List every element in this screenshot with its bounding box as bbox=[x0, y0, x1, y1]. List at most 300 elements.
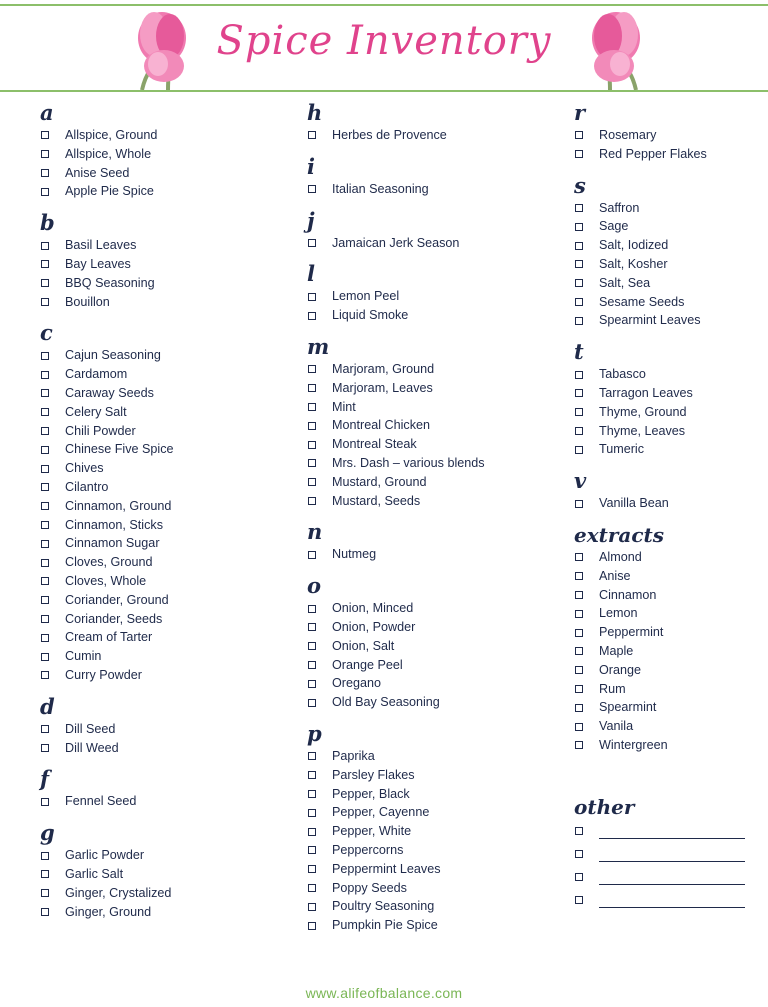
checkbox[interactable] bbox=[575, 446, 583, 454]
item-label: Allspice, Ground bbox=[65, 128, 158, 142]
item-label: Parsley Flakes bbox=[332, 767, 415, 782]
list-item bbox=[572, 494, 768, 513]
section-heading: extracts bbox=[574, 522, 665, 547]
checkbox[interactable] bbox=[575, 896, 583, 904]
list-item bbox=[38, 236, 288, 255]
list-item bbox=[38, 516, 288, 535]
list-item bbox=[38, 459, 288, 478]
checkbox[interactable] bbox=[41, 169, 49, 177]
list-item bbox=[305, 126, 555, 145]
checkbox[interactable] bbox=[575, 850, 583, 858]
checkbox[interactable] bbox=[308, 459, 316, 467]
checkbox[interactable] bbox=[308, 365, 316, 373]
list-item bbox=[38, 293, 288, 312]
section-gap bbox=[38, 201, 288, 210]
checkbox[interactable] bbox=[308, 771, 316, 779]
checkbox[interactable] bbox=[41, 653, 49, 661]
section-heading: l bbox=[307, 261, 315, 287]
list-item bbox=[38, 422, 288, 441]
checkbox[interactable] bbox=[308, 131, 316, 139]
checkbox[interactable] bbox=[575, 647, 583, 655]
item-label: Almond bbox=[599, 549, 642, 564]
list-item bbox=[38, 182, 288, 201]
list-item bbox=[305, 766, 555, 785]
item-label: Cinnamon bbox=[599, 587, 657, 602]
list-item bbox=[572, 384, 768, 403]
item-label: Montreal Chicken bbox=[332, 418, 430, 433]
list-item bbox=[38, 865, 288, 884]
section-gap bbox=[572, 513, 768, 522]
list-item bbox=[305, 879, 555, 898]
item-label: Herbes de Provence bbox=[332, 128, 447, 142]
item-label: Celery Salt bbox=[65, 404, 127, 419]
checkbox[interactable] bbox=[308, 903, 316, 911]
item-label: Dill Seed bbox=[65, 721, 116, 736]
checkbox[interactable] bbox=[575, 389, 583, 397]
checkbox[interactable] bbox=[575, 553, 583, 561]
checkbox[interactable] bbox=[41, 352, 49, 360]
list-item bbox=[305, 398, 555, 417]
checkbox[interactable] bbox=[41, 427, 49, 435]
item-label: Vanila bbox=[599, 719, 634, 734]
section-gap bbox=[305, 510, 555, 519]
item-label: Ginger, Ground bbox=[65, 904, 152, 919]
section-heading: h bbox=[307, 100, 323, 125]
item-label: Bouillon bbox=[65, 294, 110, 309]
section-m bbox=[305, 334, 555, 519]
list-item bbox=[305, 785, 555, 804]
item-label: Cardamom bbox=[65, 367, 128, 382]
item-label: Cloves, Whole bbox=[65, 573, 147, 588]
blank-entry bbox=[572, 843, 768, 866]
section-heading: o bbox=[307, 573, 322, 599]
item-label: Orange bbox=[599, 662, 642, 677]
checkbox[interactable] bbox=[308, 680, 316, 688]
checkbox[interactable] bbox=[41, 188, 49, 196]
list-item bbox=[305, 473, 555, 492]
checkbox[interactable] bbox=[308, 828, 316, 836]
list-item bbox=[38, 666, 288, 685]
section-p bbox=[305, 721, 555, 944]
item-label: Pepper, Cayenne bbox=[332, 805, 430, 820]
section-heading: m bbox=[307, 333, 330, 359]
checkbox[interactable] bbox=[575, 704, 583, 712]
list-item bbox=[38, 610, 288, 629]
checkbox[interactable] bbox=[308, 239, 316, 247]
list-item bbox=[38, 346, 288, 365]
list-item bbox=[305, 822, 555, 841]
checkbox[interactable] bbox=[308, 846, 316, 854]
checkbox[interactable] bbox=[308, 865, 316, 873]
list-item bbox=[305, 841, 555, 860]
list-item bbox=[305, 234, 555, 253]
item-label: Chili Powder bbox=[65, 423, 136, 438]
item-label: Old Bay Seasoning bbox=[332, 695, 440, 710]
blank-line[interactable] bbox=[599, 826, 745, 839]
checkbox[interactable] bbox=[575, 591, 583, 599]
list-item bbox=[572, 661, 768, 680]
item-label: Onion, Powder bbox=[332, 619, 416, 634]
section-gap bbox=[38, 311, 288, 320]
footer-url[interactable]: www.alifeofbalance.com bbox=[305, 985, 463, 1001]
checkbox[interactable] bbox=[308, 623, 316, 631]
list-item bbox=[572, 623, 768, 642]
item-label: Anise Seed bbox=[65, 165, 130, 180]
item-label: Chinese Five Spice bbox=[65, 442, 174, 457]
checkbox[interactable] bbox=[308, 422, 316, 430]
checkbox[interactable] bbox=[575, 317, 583, 325]
item-label: Rum bbox=[599, 681, 626, 696]
section-heading: g bbox=[40, 820, 55, 846]
section-heading: d bbox=[40, 693, 55, 719]
checkbox[interactable] bbox=[308, 497, 316, 505]
section-heading: r bbox=[574, 100, 586, 125]
checkbox[interactable] bbox=[308, 312, 316, 320]
checkbox[interactable] bbox=[41, 465, 49, 473]
list-item bbox=[38, 145, 288, 164]
tulip-image-right bbox=[580, 8, 650, 90]
item-label: Peppermint bbox=[599, 625, 664, 640]
section-j bbox=[305, 208, 555, 262]
checkbox[interactable] bbox=[575, 873, 583, 881]
section-gap bbox=[572, 330, 768, 339]
list-item bbox=[38, 720, 288, 739]
item-label: Marjoram, Leaves bbox=[332, 380, 433, 395]
section-s bbox=[572, 173, 768, 340]
list-item bbox=[305, 599, 555, 618]
checkbox[interactable] bbox=[308, 922, 316, 930]
item-label: Wintergreen bbox=[599, 737, 668, 752]
section-t bbox=[572, 339, 768, 468]
checkbox[interactable] bbox=[41, 870, 49, 878]
checkbox[interactable] bbox=[41, 260, 49, 268]
list-item bbox=[38, 591, 288, 610]
list-item bbox=[572, 642, 768, 661]
list-item bbox=[572, 236, 768, 255]
section-extracts bbox=[572, 522, 768, 764]
item-label: Orange Peel bbox=[332, 657, 403, 672]
checkbox[interactable] bbox=[575, 131, 583, 139]
checkbox[interactable] bbox=[308, 384, 316, 392]
item-label: Dill Weed bbox=[65, 740, 119, 755]
other-heading: other bbox=[574, 794, 635, 819]
list-item bbox=[38, 497, 288, 516]
item-label: Salt, Sea bbox=[599, 275, 651, 290]
blank-line[interactable] bbox=[599, 872, 745, 885]
item-label: Cilantro bbox=[65, 479, 109, 494]
checkbox[interactable] bbox=[575, 610, 583, 618]
list-item bbox=[572, 604, 768, 623]
item-label: Salt, Kosher bbox=[599, 256, 668, 271]
section-gap bbox=[305, 252, 555, 261]
item-label: Coriander, Seeds bbox=[65, 611, 163, 626]
list-item bbox=[572, 680, 768, 699]
checkbox[interactable] bbox=[575, 741, 583, 749]
item-label: Cumin bbox=[65, 649, 102, 664]
list-item bbox=[38, 384, 288, 403]
blank-line[interactable] bbox=[599, 849, 745, 862]
checkbox[interactable] bbox=[41, 725, 49, 733]
item-label: Pepper, White bbox=[332, 824, 412, 839]
checkbox[interactable] bbox=[41, 671, 49, 679]
item-label: BBQ Seasoning bbox=[65, 275, 155, 290]
section-gap bbox=[38, 811, 288, 820]
list-item bbox=[305, 656, 555, 675]
item-label: Thyme, Leaves bbox=[599, 423, 686, 438]
section-heading: t bbox=[574, 339, 584, 365]
list-item bbox=[305, 454, 555, 473]
column-3 bbox=[572, 100, 768, 912]
checkbox[interactable] bbox=[41, 596, 49, 604]
item-label: Garlic Powder bbox=[65, 848, 145, 863]
checkbox[interactable] bbox=[41, 559, 49, 567]
item-label: Poultry Seasoning bbox=[332, 899, 435, 914]
header bbox=[0, 0, 768, 96]
list-item bbox=[38, 739, 288, 758]
list-item bbox=[305, 545, 555, 564]
list-item bbox=[38, 553, 288, 572]
item-label: Pumpkin Pie Spice bbox=[332, 918, 438, 933]
list-item bbox=[38, 884, 288, 903]
checkbox[interactable] bbox=[575, 298, 583, 306]
checkbox[interactable] bbox=[575, 150, 583, 158]
list-item bbox=[305, 637, 555, 656]
item-label: Fennel Seed bbox=[65, 794, 137, 809]
item-label: Curry Powder bbox=[65, 667, 142, 682]
list-item bbox=[305, 287, 555, 306]
checkbox[interactable] bbox=[575, 666, 583, 674]
checkbox[interactable] bbox=[575, 500, 583, 508]
item-label: Onion, Minced bbox=[332, 601, 414, 616]
section-l bbox=[305, 261, 555, 334]
section-n bbox=[305, 519, 555, 573]
section-gap bbox=[305, 325, 555, 334]
checkbox[interactable] bbox=[41, 577, 49, 585]
list-item bbox=[305, 897, 555, 916]
list-item bbox=[305, 747, 555, 766]
list-item bbox=[572, 274, 768, 293]
list-item bbox=[572, 440, 768, 459]
list-item bbox=[38, 255, 288, 274]
blank-entry bbox=[572, 889, 768, 912]
section-gap bbox=[572, 755, 768, 764]
checkbox[interactable] bbox=[575, 260, 583, 268]
checkbox[interactable] bbox=[575, 242, 583, 250]
checkbox[interactable] bbox=[308, 605, 316, 613]
list-item bbox=[38, 478, 288, 497]
section-heading: b bbox=[40, 210, 55, 236]
checkbox[interactable] bbox=[41, 744, 49, 752]
checkbox[interactable] bbox=[41, 242, 49, 250]
checkbox[interactable] bbox=[308, 884, 316, 892]
list-item bbox=[305, 803, 555, 822]
list-item bbox=[38, 628, 288, 647]
page-title: Spice Inventory bbox=[216, 18, 552, 64]
other-section bbox=[572, 794, 768, 912]
checkbox[interactable] bbox=[41, 798, 49, 806]
item-label: Cinnamon, Ground bbox=[65, 498, 172, 513]
list-item bbox=[572, 422, 768, 441]
checkbox[interactable] bbox=[41, 852, 49, 860]
checkbox[interactable] bbox=[308, 642, 316, 650]
checkbox[interactable] bbox=[575, 408, 583, 416]
item-label: Salt, Iodized bbox=[599, 238, 669, 253]
checkbox[interactable] bbox=[41, 298, 49, 306]
checkbox[interactable] bbox=[308, 185, 316, 193]
section-heading: f bbox=[40, 766, 50, 792]
item-label: Cloves, Ground bbox=[65, 555, 153, 570]
item-label: Coriander, Ground bbox=[65, 592, 169, 607]
list-item bbox=[38, 903, 288, 922]
section-v bbox=[572, 468, 768, 522]
checkbox[interactable] bbox=[575, 371, 583, 379]
section-o bbox=[305, 573, 555, 721]
list-item bbox=[572, 698, 768, 717]
list-item bbox=[572, 145, 768, 164]
list-item bbox=[305, 435, 555, 454]
section-gap bbox=[572, 164, 768, 173]
checkbox[interactable] bbox=[41, 131, 49, 139]
section-heading: i bbox=[307, 153, 315, 179]
section-h bbox=[305, 100, 555, 154]
list-item bbox=[572, 311, 768, 330]
section-gap bbox=[305, 199, 555, 208]
checkbox[interactable] bbox=[308, 790, 316, 798]
item-label: Poppy Seeds bbox=[332, 880, 407, 895]
list-item bbox=[572, 293, 768, 312]
checkbox[interactable] bbox=[41, 908, 49, 916]
checkbox[interactable] bbox=[308, 551, 316, 559]
checkbox[interactable] bbox=[41, 408, 49, 416]
item-label: Ginger, Crystalized bbox=[65, 885, 172, 900]
section-gap bbox=[305, 935, 555, 944]
checkbox[interactable] bbox=[575, 279, 583, 287]
checkbox[interactable] bbox=[41, 502, 49, 510]
checkbox[interactable] bbox=[308, 699, 316, 707]
section-heading: p bbox=[307, 720, 322, 746]
column-1 bbox=[38, 100, 288, 930]
section-heading: a bbox=[40, 100, 54, 125]
list-item bbox=[38, 440, 288, 459]
item-label: Saffron bbox=[599, 200, 640, 215]
section-gap bbox=[38, 757, 288, 766]
checkbox[interactable] bbox=[41, 889, 49, 897]
list-item bbox=[572, 126, 768, 145]
list-item bbox=[305, 618, 555, 637]
item-label: Bay Leaves bbox=[65, 256, 131, 271]
checkbox[interactable] bbox=[308, 478, 316, 486]
section-b bbox=[38, 210, 288, 320]
checkbox[interactable] bbox=[575, 427, 583, 435]
item-label: Sage bbox=[599, 219, 629, 234]
item-label: Lemon bbox=[599, 606, 638, 621]
section-gap bbox=[305, 712, 555, 721]
checkbox[interactable] bbox=[575, 685, 583, 693]
item-label: Thyme, Ground bbox=[599, 404, 687, 419]
checkbox[interactable] bbox=[308, 752, 316, 760]
checkbox[interactable] bbox=[575, 572, 583, 580]
checkbox[interactable] bbox=[308, 441, 316, 449]
item-label: Mustard, Seeds bbox=[332, 493, 421, 508]
checkbox[interactable] bbox=[308, 809, 316, 817]
list-item bbox=[305, 180, 555, 199]
checkbox[interactable] bbox=[41, 521, 49, 529]
checkbox[interactable] bbox=[41, 483, 49, 491]
section-heading: c bbox=[40, 320, 53, 346]
list-item bbox=[305, 306, 555, 325]
item-label: Oregano bbox=[332, 676, 382, 691]
item-label: Lemon Peel bbox=[332, 289, 400, 304]
checkbox[interactable] bbox=[41, 371, 49, 379]
list-item bbox=[572, 717, 768, 736]
checkbox[interactable] bbox=[575, 223, 583, 231]
list-item bbox=[305, 492, 555, 511]
blank-entry bbox=[572, 866, 768, 889]
blank-line[interactable] bbox=[599, 895, 745, 908]
item-label: Cinnamon Sugar bbox=[65, 536, 160, 551]
list-item bbox=[572, 255, 768, 274]
item-label: Pepper, Black bbox=[332, 786, 410, 801]
list-item bbox=[572, 199, 768, 218]
section-c bbox=[38, 320, 288, 693]
item-label: Garlic Salt bbox=[65, 866, 124, 881]
checkbox[interactable] bbox=[308, 403, 316, 411]
item-label: Rosemary bbox=[599, 128, 657, 142]
checkbox[interactable] bbox=[575, 723, 583, 731]
list-item bbox=[305, 360, 555, 379]
checkbox[interactable] bbox=[575, 827, 583, 835]
list-item bbox=[305, 416, 555, 435]
section-gap bbox=[572, 459, 768, 468]
item-label: Cinnamon, Sticks bbox=[65, 517, 163, 532]
list-item bbox=[572, 736, 768, 755]
item-label: Onion, Salt bbox=[332, 638, 395, 653]
section-gap bbox=[38, 685, 288, 694]
checkbox[interactable] bbox=[41, 150, 49, 158]
item-label: Tabasco bbox=[599, 367, 646, 382]
list-item bbox=[305, 916, 555, 935]
item-label: Anise bbox=[599, 568, 631, 583]
checkbox[interactable] bbox=[308, 293, 316, 301]
item-label: Apple Pie Spice bbox=[65, 184, 154, 199]
item-label: Paprika bbox=[332, 748, 375, 763]
list-item bbox=[38, 792, 288, 811]
section-a bbox=[38, 100, 288, 210]
item-label: Peppercorns bbox=[332, 842, 404, 857]
item-label: Jamaican Jerk Season bbox=[332, 235, 460, 250]
item-label: Tarragon Leaves bbox=[599, 385, 693, 400]
checkbox[interactable] bbox=[308, 661, 316, 669]
list-item bbox=[572, 586, 768, 605]
checkbox[interactable] bbox=[575, 204, 583, 212]
checkbox[interactable] bbox=[575, 629, 583, 637]
item-label: Spearmint bbox=[599, 700, 657, 715]
checkbox[interactable] bbox=[41, 279, 49, 287]
list-item bbox=[572, 403, 768, 422]
list-item bbox=[38, 126, 288, 145]
item-label: Maple bbox=[599, 643, 634, 658]
checkbox[interactable] bbox=[41, 615, 49, 623]
checkbox[interactable] bbox=[41, 389, 49, 397]
section-d bbox=[38, 694, 288, 767]
item-label: Red Pepper Flakes bbox=[599, 146, 707, 161]
checkbox[interactable] bbox=[41, 540, 49, 548]
checkbox[interactable] bbox=[41, 446, 49, 454]
checkbox[interactable] bbox=[41, 634, 49, 642]
item-label: Caraway Seeds bbox=[65, 385, 154, 400]
section-gap bbox=[305, 564, 555, 573]
top-rule bbox=[0, 4, 768, 6]
